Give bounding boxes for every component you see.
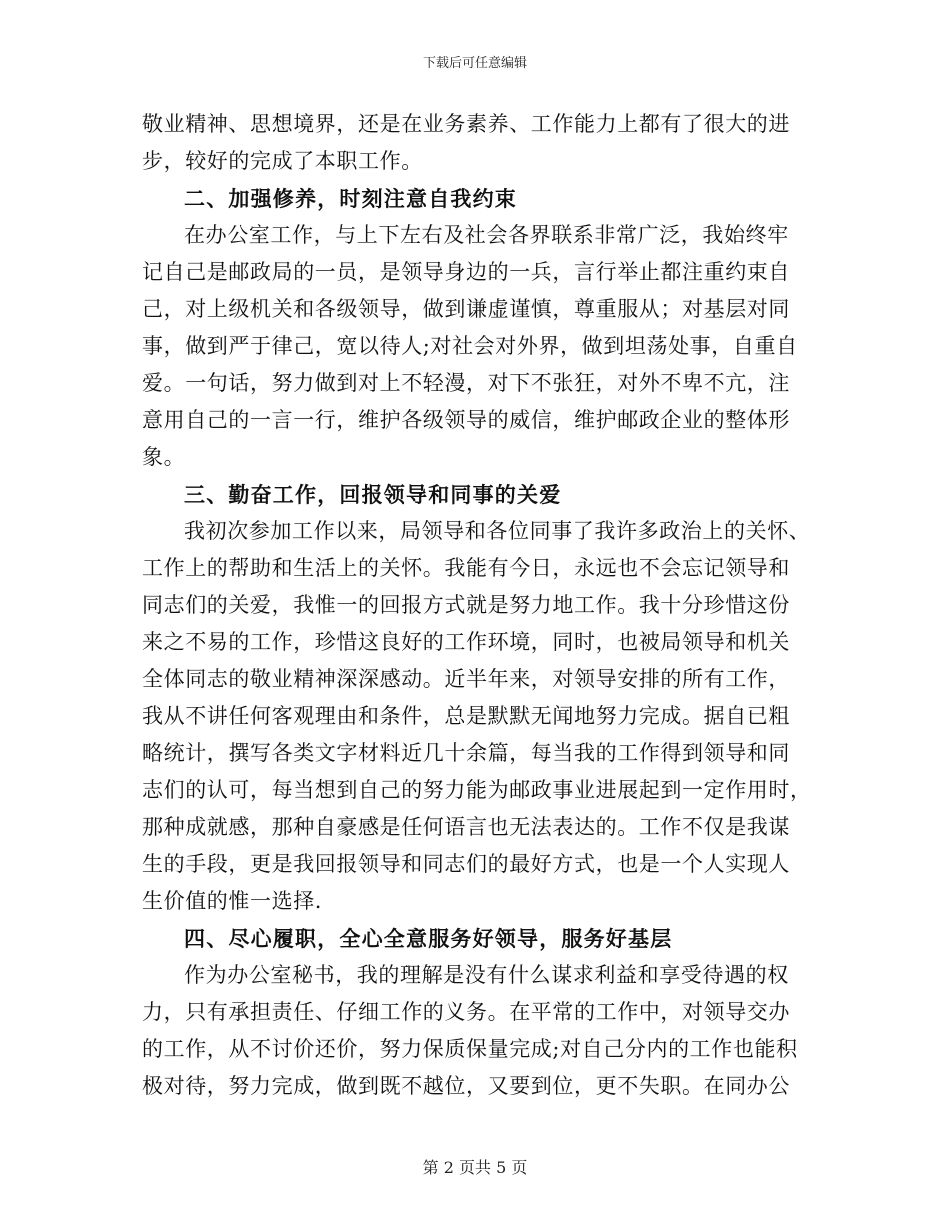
paragraph-line: 生的手段，更是我回报领导和同志们的最好方式，也是一个人实现人	[142, 852, 790, 876]
section-heading: 三、勤奋工作，回报领导和同事的关爱	[184, 482, 562, 507]
paragraph-line: 生价值的惟一选择.	[142, 889, 323, 913]
paragraph-line: 在办公室工作，与上下左右及社会各界联系非常广泛，我始终牢	[184, 223, 789, 247]
section-heading: 四、尽心履职，全心全意服务好领导，服务好基层	[184, 926, 673, 951]
paragraph-line: 的工作，从不讨价还价，努力保质保量完成;对自己分内的工作也能积	[142, 1037, 798, 1061]
paragraph-line: 极对待，努力完成，做到既不越位，又要到位，更不失职。在同办公	[142, 1074, 790, 1098]
paragraph-line: 记自己是邮政局的一员，是领导身边的一兵，言行举止都注重约束自	[142, 260, 790, 284]
paragraph-line: 敬业精神、思想境界，还是在业务素养、工作能力上都有了很大的进	[142, 112, 790, 136]
paragraph-line: 全体同志的敬业精神深深感动。近半年来，对领导安排的所有工作，	[142, 667, 790, 691]
paragraph-line: 我从不讲任何客观理由和条件，总是默默无闻地努力完成。据自已粗	[142, 704, 790, 728]
paragraph-line: 我初次参加工作以来，局领导和各位同事了我许多政治上的关怀、	[184, 519, 811, 543]
page-header: 下载后可任意编辑	[422, 56, 527, 71]
paragraph-line: 来之不易的工作，珍惜这良好的工作环境，同时，也被局领导和机关	[142, 630, 790, 654]
paragraph-line: 那种成就感，那种自豪感是任何语言也无法表达的。工作不仅是我谋	[142, 815, 790, 839]
page-footer: 第 2 页共 5 页	[422, 1158, 528, 1177]
paragraph-line: 事，做到严于律己，宽以待人;对社会对外界，做到坦荡处事，自重自	[142, 334, 798, 358]
paragraph-line: 爱。一句话，努力做到对上不轻漫，对下不张狂，对外不卑不亢，注	[142, 371, 790, 395]
document-body	[142, 106, 810, 1105]
paragraph-line: 略统计，撰写各类文字材料近几十余篇，每当我的工作得到领导和同	[142, 741, 790, 765]
paragraph-line: 同志们的关爱，我惟一的回报方式就是努力地工作。我十分珍惜这份	[142, 593, 790, 617]
paragraph-line: 作为办公室秘书，我的理解是没有什么谋求利益和享受待遇的权	[184, 963, 789, 987]
paragraph-line: 意用自己的一言一行，维护各级领导的威信，维护邮政企业的整体形	[142, 408, 790, 432]
paragraph-line: 己，对上级机关和各级领导，做到谦虚谨慎，尊重服从；对基层对同	[142, 297, 790, 321]
paragraph-line: 志们的认可，每当想到自己的努力能为邮政事业进展起到一定作用时，	[142, 778, 812, 802]
paragraph-line: 力，只有承担责任、仔细工作的义务。在平常的工作中，对领导交办	[142, 1000, 790, 1024]
paragraph-line: 象。	[142, 445, 186, 469]
section-heading: 二、加强修养，时刻注意自我约束	[184, 186, 517, 211]
paragraph-line: 工作上的帮助和生活上的关怀。我能有今日，永远也不会忘记领导和	[142, 556, 790, 580]
paragraph-line: 步，较好的完成了本职工作。	[142, 149, 423, 173]
